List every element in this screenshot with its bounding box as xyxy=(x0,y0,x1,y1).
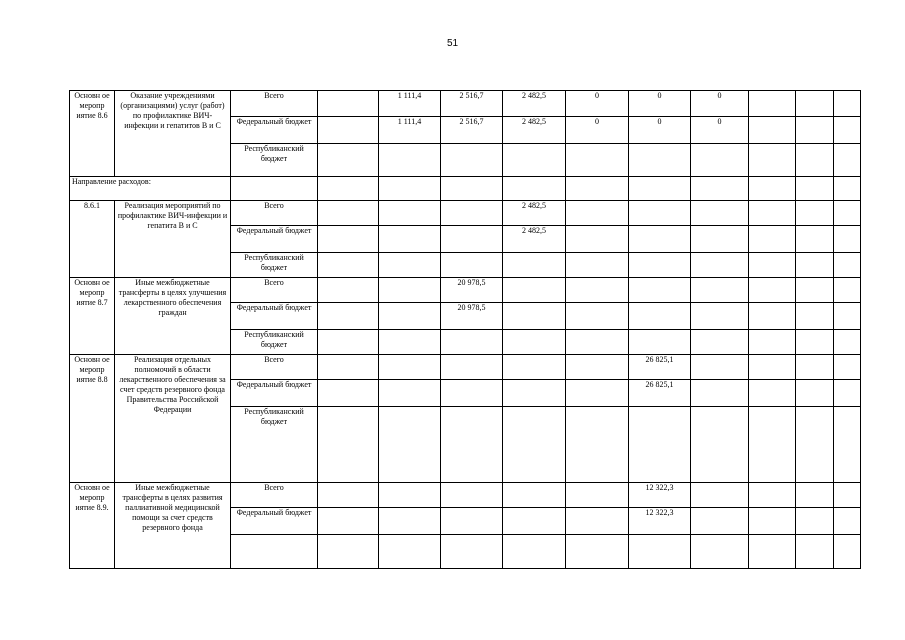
value-cell: 2 482,5 xyxy=(503,226,566,253)
value-cell: 0 xyxy=(566,117,629,144)
source-federal: Федеральный бюджет xyxy=(231,508,318,535)
event-name: Иные межбюджетные трансферты в целях улучшения лекарственного обеспечения граждан xyxy=(115,278,231,355)
value-cell: 1 111,4 xyxy=(379,91,441,117)
event-code: Основн ое меропр иятие 8.9. xyxy=(70,483,115,569)
event-name: Реализация отдельных полномочий в области лекарственного обеспечения за счет средств резервного фонда Правительства Российской Федерации xyxy=(115,355,231,483)
table-row xyxy=(70,355,861,380)
event-name: Иные межбюджетные трансферты в целях развития паллиативной медицинской помощи за счет средств резервного фонда xyxy=(115,483,231,569)
event-name: Реализация мероприятий по профилактике ВИЧ-инфекции и гепатита В и С xyxy=(115,201,231,278)
table-row xyxy=(70,91,861,117)
source-federal: Федеральный бюджет xyxy=(231,380,318,407)
value-cell: 2 482,5 xyxy=(503,117,566,144)
value-cell: 2 482,5 xyxy=(503,201,566,226)
source-total: Всего xyxy=(231,201,318,226)
source-total: Всего xyxy=(231,91,318,117)
value-cell: 2 482,5 xyxy=(503,91,566,117)
value-cell: 20 978,5 xyxy=(441,278,503,303)
source-total: Всего xyxy=(231,483,318,508)
value-cell: 0 xyxy=(691,91,749,117)
value-cell: 2 516,7 xyxy=(441,91,503,117)
direction-label: Направление расходов: xyxy=(70,177,231,201)
value-cell: 2 516,7 xyxy=(441,117,503,144)
event-code: Основн ое меропр иятие 8.6 xyxy=(70,91,115,177)
source-federal: Федеральный бюджет xyxy=(231,117,318,144)
value-cell: 12 322,3 xyxy=(629,508,691,535)
page-number: 51 xyxy=(446,38,459,49)
source-total: Всего xyxy=(231,278,318,303)
value-cell: 0 xyxy=(566,91,629,117)
event-name: Оказание учреждениями (организациями) услуг (работ) по профилактике ВИЧ-инфекции и гепатитов В и С xyxy=(115,91,231,177)
value-cell: 0 xyxy=(629,117,691,144)
value-cell: 20 978,5 xyxy=(441,303,503,330)
table-row xyxy=(70,177,861,201)
value-cell: 1 111,4 xyxy=(379,117,441,144)
source-republic: Республиканский бюджет xyxy=(231,253,318,278)
value-cell: 12 322,3 xyxy=(629,483,691,508)
budget-table xyxy=(69,90,861,569)
source-federal: Федеральный бюджет xyxy=(231,226,318,253)
value-cell: 26 825,1 xyxy=(629,380,691,407)
source-republic: Республиканский бюджет xyxy=(231,144,318,177)
table-row xyxy=(70,201,861,226)
event-code: Основн ое меропр иятие 8.8 xyxy=(70,355,115,483)
value-cell: 26 825,1 xyxy=(629,355,691,380)
table-row xyxy=(70,278,861,303)
source-federal: Федеральный бюджет xyxy=(231,303,318,330)
event-code: Основн ое меропр иятие 8.7 xyxy=(70,278,115,355)
source-republic: Республиканский бюджет xyxy=(231,330,318,355)
table-row xyxy=(70,483,861,508)
source-total: Всего xyxy=(231,355,318,380)
source-republic: Республиканский бюджет xyxy=(231,407,318,483)
value-cell: 0 xyxy=(629,91,691,117)
value-cell: 0 xyxy=(691,117,749,144)
event-code: 8.6.1 xyxy=(70,201,115,278)
